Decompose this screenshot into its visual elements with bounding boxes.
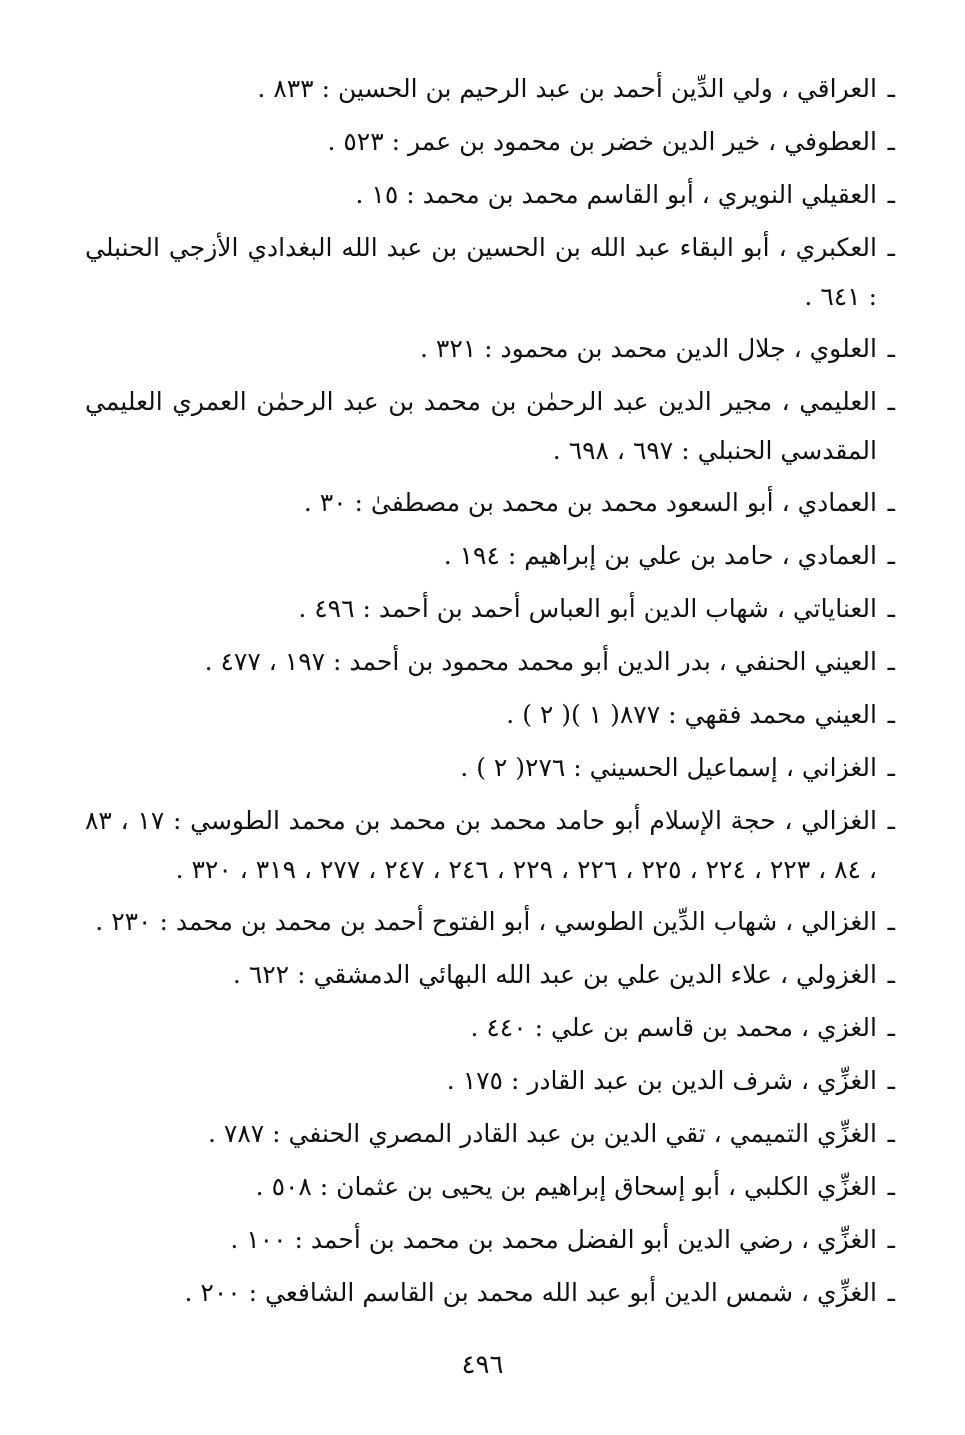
entry-text: العراقي ، ولي الدِّين أحمد بن عبد الرحيم بن الحسين : ٨٣٣ . [257, 74, 877, 103]
entry-text: الغزِّي ، شمس الدين أبو عبد الله محمد بن القاسم الشافعي : ٢٠٠ . [184, 1278, 877, 1307]
entry-dash: ـ [887, 180, 895, 209]
index-entry [85, 377, 895, 475]
page-number: ٤٩٦ [461, 1350, 504, 1380]
index-entry [85, 1003, 895, 1053]
entry-dash: ـ [887, 488, 895, 517]
entry-text: الغزِّي الكلبي ، أبو إسحاق إبراهيم بن يحيى بن عثمان : ٥٠٨ . [255, 1172, 877, 1201]
entry-text: الغزي ، محمد بن قاسم بن علي : ٤٤٠ . [470, 1013, 877, 1042]
index-entry [85, 1268, 895, 1318]
entry-dash: ـ [887, 1066, 895, 1095]
entry-dash: ـ [887, 1278, 895, 1307]
index-entry [85, 637, 895, 687]
entry-text: الغزاني ، إسماعيل الحسيني : ٢٧٦( ٢ ) . [460, 753, 877, 782]
entry-dash: ـ [887, 594, 895, 623]
entry-dash: ـ [887, 647, 895, 676]
index-entry-list [85, 64, 895, 1321]
entry-dash: ـ [887, 806, 895, 835]
entry-text: العكبري ، أبو البقاء عبد الله بن الحسين بن عبد الله البغدادي الأزجي الحنبلي : ٦٤١ . [85, 233, 877, 311]
entry-dash: ـ [887, 753, 895, 782]
entry-dash: ـ [887, 700, 895, 729]
entry-dash: ـ [887, 541, 895, 570]
entry-dash: ـ [887, 127, 895, 156]
entry-dash: ـ [887, 74, 895, 103]
index-entry [85, 1109, 895, 1159]
entry-text: العناياتي ، شهاب الدين أبو العباس أحمد بن أحمد : ٤٩٦ . [298, 594, 877, 623]
entry-text: العيني محمد فقهي : ٨٧٧( ١ )( ٢ ) . [506, 700, 877, 729]
entry-dash: ـ [887, 960, 895, 989]
index-entry [85, 950, 895, 1000]
entry-dash: ـ [887, 1013, 895, 1042]
index-entry [85, 1162, 895, 1212]
entry-dash: ـ [887, 233, 895, 262]
entry-text: العمادي ، أبو السعود محمد بن محمد بن مصطفىٰ : ٣٠ . [303, 488, 877, 517]
index-entry [85, 743, 895, 793]
index-entry [85, 117, 895, 167]
index-entry [85, 64, 895, 114]
entry-text: العليمي ، مجير الدين عبد الرحمٰن بن محمد بن عبد الرحمٰن العمري العليمي المقدسي الحنبلي : ٦٩٧ ، ٦٩٨ . [85, 387, 877, 465]
entry-text: العقيلي النويري ، أبو القاسم محمد بن محمد : ١٥ . [355, 180, 877, 209]
entry-text: الغزالي ، حجة الإسلام أبو حامد محمد بن محمد بن محمد الطوسي : ١٧ ، ٨٣ ، ٨٤ ، ٢٢٣ ، ٢٢٤ ، ٢٢٥ ، ٢٢٦ ، ٢٢٩ ، ٢٤٦ ، ٢٤٧ ، ٢٧٧ ، ٣١٩ ، ٣٢٠ . [85, 806, 878, 884]
entry-dash: ـ [887, 1225, 895, 1254]
entry-dash: ـ [887, 387, 895, 416]
entry-dash: ـ [887, 334, 895, 363]
entry-text: الغزولي ، علاء الدين علي بن عبد الله البهائي الدمشقي : ٦٢٢ . [232, 960, 877, 989]
entry-text: الغزِّي ، رضي الدين أبو الفضل محمد بن محمد بن أحمد : ١٠٠ . [230, 1225, 877, 1254]
index-entry [85, 223, 895, 321]
index-entry [85, 531, 895, 581]
entry-text: الغزِّي ، شرف الدين بن عبد القادر : ١٧٥ . [446, 1066, 877, 1095]
entry-text: العمادي ، حامد بن علي بن إبراهيم : ١٩٤ . [443, 541, 877, 570]
index-entry [85, 897, 895, 947]
index-entry [85, 796, 895, 894]
index-entry [85, 478, 895, 528]
entry-text: الغزالي ، شهاب الدِّين الطوسي ، أبو الفتوح أحمد بن محمد بن محمد : ٢٣٠ . [95, 907, 877, 936]
entry-text: العلوي ، جلال الدين محمد بن محمود : ٣٢١ . [420, 334, 877, 363]
entry-text: العيني الحنفي ، بدر الدين أبو محمد محمود بن أحمد : ١٩٧ ، ٤٧٧ . [204, 647, 877, 676]
index-entry [85, 584, 895, 634]
index-entry [85, 1215, 895, 1265]
entry-dash: ـ [887, 1172, 895, 1201]
entry-dash: ـ [887, 1119, 895, 1148]
entry-text: الغزِّي التميمي ، تقي الدين بن عبد القادر المصري الحنفي : ٧٨٧ . [208, 1119, 877, 1148]
index-entry [85, 690, 895, 740]
index-entry [85, 324, 895, 374]
index-entry [85, 170, 895, 220]
entry-dash: ـ [887, 907, 895, 936]
index-entry [85, 1056, 895, 1106]
entry-text: العطوفي ، خير الدين خضر بن محمود بن عمر : ٥٢٣ . [327, 127, 877, 156]
